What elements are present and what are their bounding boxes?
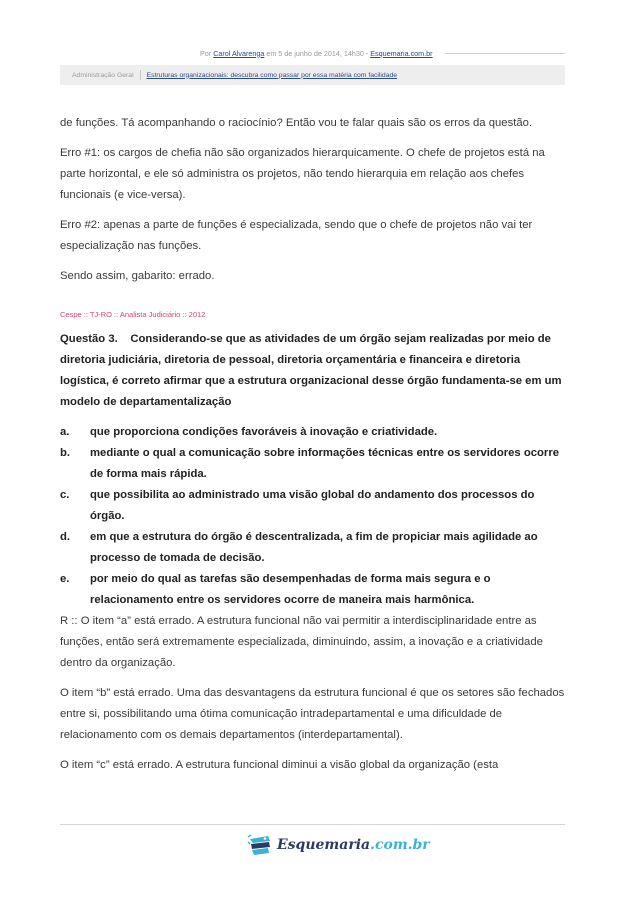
- footer-divider: [60, 824, 565, 825]
- option-d: [60, 527, 568, 569]
- option-c: [60, 485, 568, 527]
- paragraph: O item “b” está errado. Uma das desvantagens da estrutura funcional é que os setores são fechados entre si, possibilitando uma ótima comunicação intradepartamental e uma dificuldade de relacionamento com os demais departamentos (interdepartamental).: [60, 687, 565, 741]
- answer-options: [60, 422, 568, 611]
- option-b: [60, 443, 568, 485]
- paragraph: Erro #1: os cargos de chefia não são organizados hierarquicamente. O chefe de projetos está na parte horizontal, e ele só administra os projetos, não tendo hierarquia em relação aos chefes funcionais (e vice-versa).: [60, 147, 545, 201]
- option-a: [60, 422, 568, 443]
- article-body: [60, 113, 568, 785]
- paragraph: Erro #2: apenas a parte de funções é especializada, sendo que o chefe de projetos não vai ter especialização nas funções.: [60, 219, 533, 252]
- breadcrumb-category[interactable]: Administração Geral: [72, 71, 134, 79]
- option-text: que proporciona condições favoráveis à inovação e criatividade.: [90, 426, 438, 438]
- footer-logo[interactable]: [247, 832, 430, 858]
- paragraph: de funções. Tá acompanhando o raciocínio? Então vou te falar quais são os erros da questão.: [60, 117, 533, 129]
- option-letter: b.: [60, 447, 71, 459]
- logo-wordmark: [277, 837, 430, 853]
- author-link[interactable]: Carol Alvarenga: [213, 48, 265, 58]
- question-text: Considerando-se que as atividades de um órgão sejam realizadas por meio de diretoria judiciária, diretoria de pessoal, diretoria orçamentária e financeira e diretoria logística, é correto afirmar que a estrutura organizacional desse órgão fundamenta-se em um modelo de departamentalização: [60, 333, 562, 408]
- breadcrumb: [60, 65, 565, 85]
- option-text: em que a estrutura do órgão é descentralizada, a fim de propiciar mais agilidade ao processo de tomada de decisão.: [90, 531, 538, 564]
- post-meta: [200, 46, 565, 60]
- breadcrumb-article-link[interactable]: Estruturas organizacionais: descubra como passar por essa matéria com facilidade: [146, 71, 398, 79]
- paragraph: R :: O item “a” está errado. A estrutura funcional não vai permitir a interdisciplinaridade entre as funções, então será extremamente especializada, diminuindo, assim, a inovação e a criatividade dentro da organização.: [60, 615, 543, 669]
- option-e: [60, 569, 568, 611]
- paragraph: Sendo assim, gabarito: errado.: [60, 270, 215, 282]
- logo-domain: .com.br: [370, 837, 430, 853]
- paragraph: O item “c” está errado. A estrutura funcional diminui a visão global da organização (esta: [60, 759, 499, 771]
- option-text: por meio do qual as tarefas são desempenhadas de forma mais segura e o relacionamento entre os servidores ocorre de maneira mais harmônica.: [90, 573, 491, 606]
- logo-word: Esquemaria: [277, 837, 371, 853]
- meta-prefix: Por: [200, 48, 212, 58]
- question-label: Questão 3.: [60, 333, 118, 345]
- option-letter: c.: [60, 489, 70, 501]
- option-text: mediante o qual a comunicação sobre informações técnicas entre os servidores ocorre de forma mais rápida.: [90, 447, 559, 480]
- option-letter: e.: [60, 573, 70, 585]
- question-statement: [60, 329, 568, 413]
- site-link[interactable]: Esquemaria.com.br: [370, 48, 433, 58]
- meta-date: em 5 de junho de 2014, 14h30 -: [266, 48, 369, 58]
- option-letter: a.: [60, 426, 70, 438]
- option-text: que possibilita ao administrado uma visão global do andamento dos processos do órgão.: [90, 489, 535, 522]
- logo-mascot-icon: [247, 833, 273, 857]
- header-divider: [445, 53, 565, 54]
- option-letter: d.: [60, 531, 71, 543]
- breadcrumb-separator: [140, 70, 141, 80]
- exam-source-tag: Cespe :: TJ-RO :: Analista Judiciário :: 2012: [60, 310, 206, 319]
